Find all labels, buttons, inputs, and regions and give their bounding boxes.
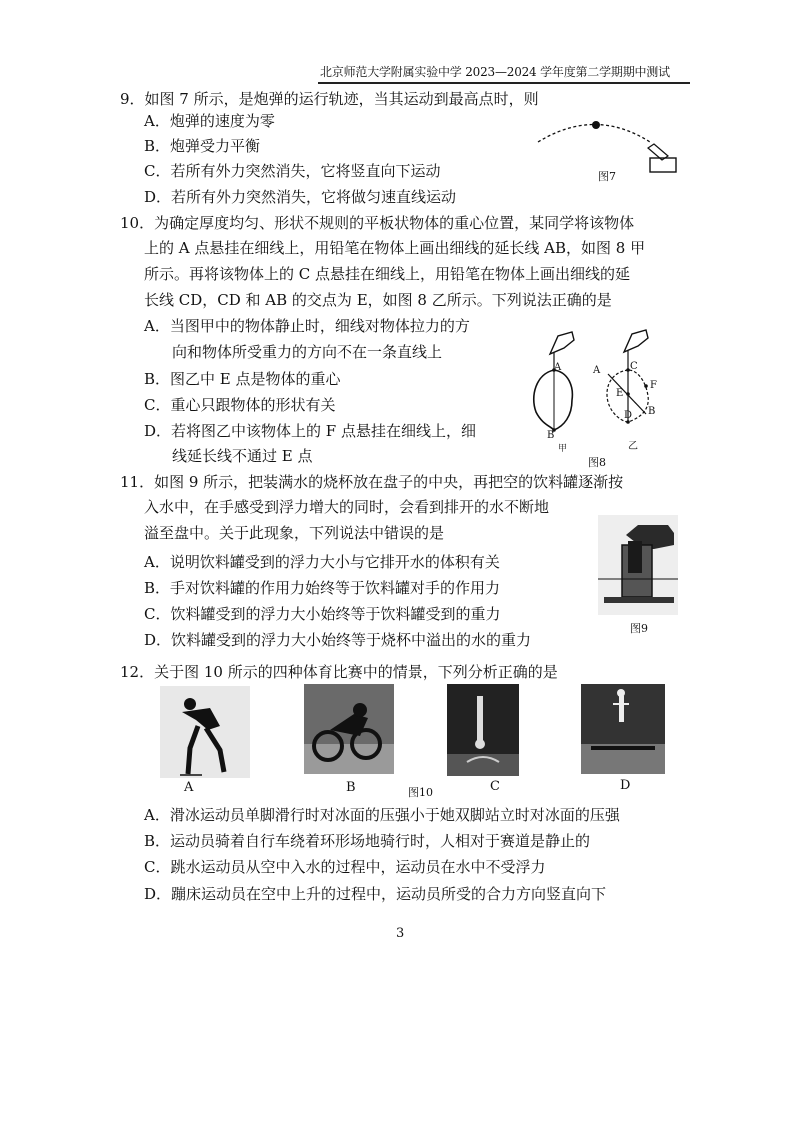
figure-9-beaker-photo (598, 515, 678, 615)
q11-option-c: C．饮料罐受到的浮力大小始终等于饮料罐受到的重力 (144, 605, 501, 623)
fig8-label-a2: A (593, 365, 601, 376)
q11-option-d: D．饮料罐受到的浮力大小始终等于烧杯中溢出的水的重力 (144, 631, 532, 649)
page-number: 3 (396, 926, 405, 941)
q10-stem-line4: 长线 CD，CD 和 AB 的交点为 E，如图 8 乙所示。下列说法正确的是 (144, 291, 612, 309)
figure-10b-track-cyclist-photo (304, 684, 394, 774)
fig8-label-b1: B (547, 430, 555, 441)
q10-option-a-cont: 向和物体所受重力的方向不在一条直线上 (172, 343, 443, 361)
fig8-label-e2: E (616, 388, 624, 399)
q11-stem-line3: 溢至盘中。关于此现象，下列说法中错误的是 (144, 524, 445, 542)
q10-option-d: D．若将图乙中该物体上的 F 点悬挂在细线上，细 (144, 422, 476, 440)
q9-option-c: C．若所有外力突然消失，它将竖直向下运动 (144, 162, 441, 180)
header-rule (318, 82, 690, 84)
q11-option-a: A．说明饮料罐受到的浮力大小与它排开水的体积有关 (144, 553, 500, 571)
q10-option-d-cont: 线延长线不通过 E 点 (172, 447, 313, 465)
q11-stem-line1: 11．如图 9 所示，把装满水的烧杯放在盘子的中央，再把空的饮料罐逐渐按 (120, 473, 624, 491)
figure-10d-trampoline-photo (581, 684, 665, 774)
q12-option-d: D．蹦床运动员在空中上升的过程中，运动员所受的合力方向竖直向下 (144, 885, 607, 903)
q10-stem-line1: 10．为确定厚度均匀、形状不规则的平板状物体的重心位置，某同学将该物体 (120, 214, 635, 232)
fig8-label-d2: D (624, 410, 633, 421)
q9-stem: 9．如图 7 所示，是炮弹的运行轨迹，当其运动到最高点时，则 (120, 90, 539, 108)
figure-10-caption: 图10 (408, 786, 433, 799)
q12-option-c: C．跳水运动员从空中入水的过程中，运动员在水中不受浮力 (144, 858, 546, 876)
q9-option-d: D．若所有外力突然消失，它将做匀速直线运动 (144, 188, 457, 206)
fig8-label-yi: 乙 (628, 441, 638, 452)
fig8-label-f2: F (650, 380, 657, 391)
q9-option-a: A．炮弹的速度为零 (144, 112, 275, 130)
figure-10b-label: B (346, 780, 356, 795)
q12-option-b: B．运动员骑着自行车绕着环形场地骑行时，人相对于赛道是静止的 (144, 832, 591, 850)
fig8-label-b2: B (648, 406, 656, 417)
figure-10d-label: D (620, 778, 631, 793)
q11-stem-line2: 入水中，在手感受到浮力增大的同时，会看到排开的水不断地 (144, 498, 550, 516)
q10-option-b: B．图乙中 E 点是物体的重心 (144, 370, 341, 388)
q11-option-b: B．手对饮料罐的作用力始终等于饮料罐对手的作用力 (144, 579, 501, 597)
q10-stem-line3: 所示。再将该物体上的 C 点悬挂在细线上，用铅笔在物体上画出细线的延 (144, 265, 631, 283)
figure-10c-label: C (490, 779, 500, 794)
figure-10c-diver-photo (447, 684, 519, 776)
figure-8-caption: 图8 (588, 456, 606, 469)
q12-stem: 12．关于图 10 所示的四种体育比赛中的情景，下列分析正确的是 (120, 663, 558, 681)
q10-option-c: C．重心只跟物体的形状有关 (144, 396, 336, 414)
q9-option-b: B．炮弹受力平衡 (144, 137, 261, 155)
fig8-label-c2: C (630, 361, 638, 372)
page-header: 北京师范大学附属实验中学 2023—2024 学年度第二学期期中测试 (320, 65, 670, 79)
figure-9-caption: 图9 (630, 622, 648, 635)
q10-stem-line2: 上的 A 点悬挂在细线上，用铅笔在物体上画出细线的延长线 AB，如图 8 甲 (144, 239, 646, 257)
figure-7-caption: 图7 (598, 170, 616, 183)
fig8-label-a1: A (554, 362, 562, 373)
figure-10a-speed-skater-photo (160, 686, 250, 778)
q12-option-a: A．滑冰运动员单脚滑行时对冰面的压强小于她双脚站立时对冰面的压强 (144, 806, 620, 824)
q10-option-a: A．当图甲中的物体静止时，细线对物体拉力的方 (144, 317, 470, 335)
figure-10a-label: A (184, 780, 194, 795)
fig8-label-jia: 甲 (558, 444, 568, 454)
